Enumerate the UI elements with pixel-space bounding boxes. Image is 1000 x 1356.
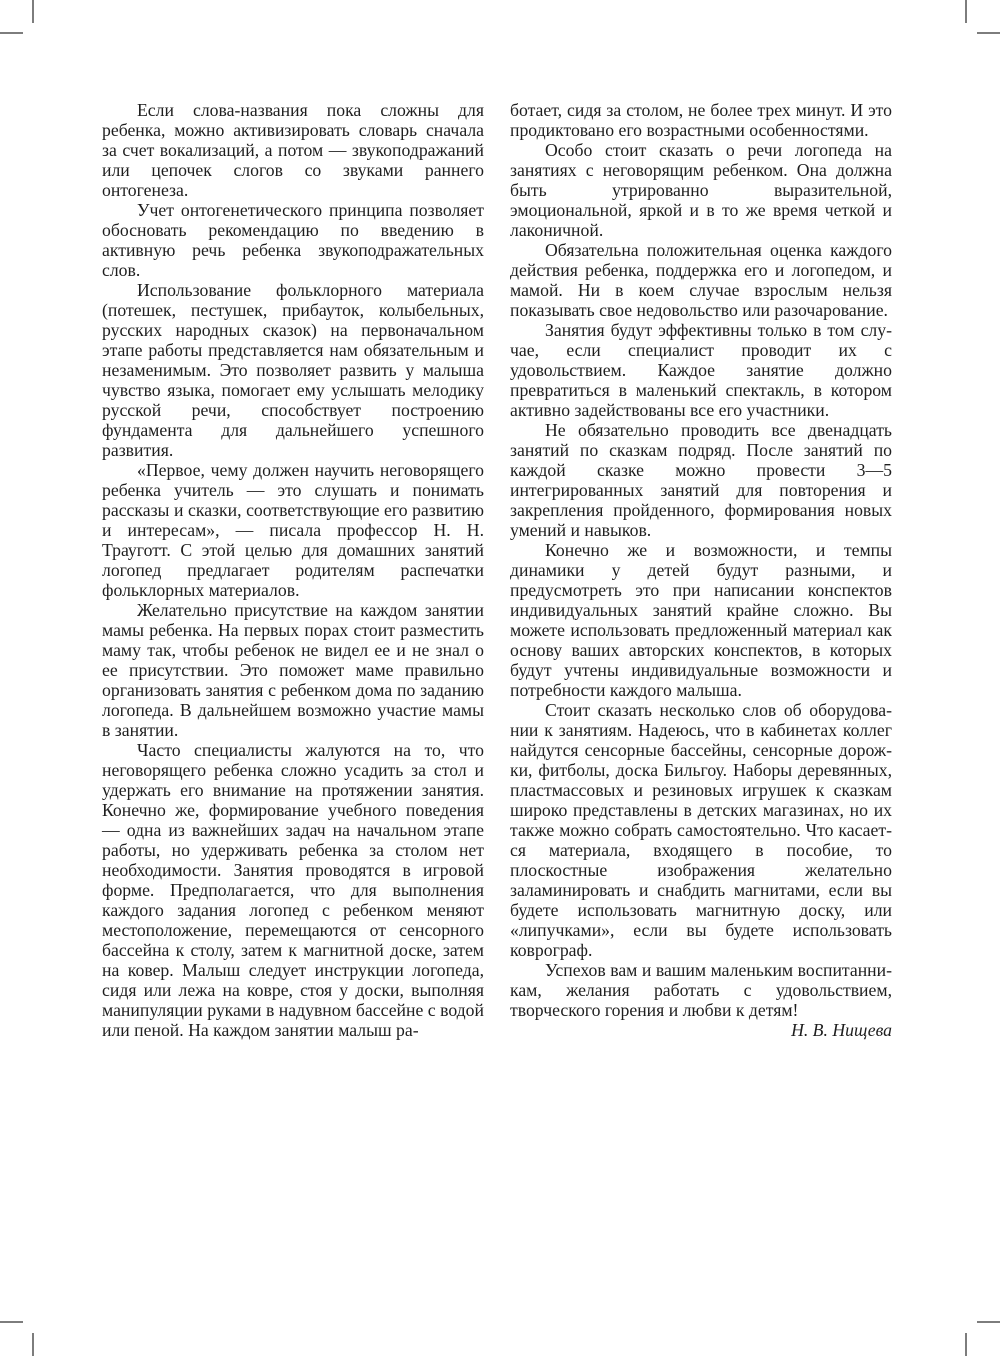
text-column-left: [102, 100, 484, 1040]
crop-mark-bottom-right-vertical: [965, 1333, 967, 1356]
paragraph: Занятия будут эффективны только в том случае, если специалист проводит их с удовольствием. Каждое занятие должно превратиться в маленький спектакль, в котором активно задействованы все его участники.: [510, 320, 892, 420]
text-column-right: [510, 100, 892, 1040]
paragraph: «Первое, чему должен научить неговорящего ребенка учитель — это слушать и понимать рассказы и сказки, соответствующие его развитию и интересам», — писала профессор Н. Н. Трауготт. С этой целью для домашних занятий логопед предлагает родителям распечатки фольклорных материалов.: [102, 460, 484, 600]
author-signature: Н. В. Нищева: [791, 1020, 892, 1040]
paragraph: Особо стоит сказать о речи логопеда на занятиях с неговорящим ребенком. Она должна быть утрированно выразительной, эмоциональной, яркой и в то же время четкой и лаконичной.: [510, 140, 892, 240]
crop-mark-top-right-horizontal: [977, 32, 1000, 34]
paragraph: Если слова-названия пока сложны для ребенка, можно активизировать словарь сначала за счет вокализаций, а потом — звукоподражаний или цепочек слогов со звуками раннего онтогенеза.: [102, 100, 484, 200]
paragraph: Часто специалисты жалуются на то, что неговорящего ребенка сложно усадить за стол и удержать его внимание на протяжении занятия. Конечно же, формирование учебного поведения — одна из важнейших задач на начальном этапе работы, но удерживать ребенка за столом нет необходимости. Занятия проводятся в игровой форме. Предполагается, что для выполнения каждого задания логопед с ребенком меняют местоположение, перемещаются от сенсорного бассейна к столу, затем к магнитной доске, затем на ковер. Малыш следует инструкции логопеда, сидя или лежа на ковре, стоя у доски, выполняя манипуляции руками в надувном бассейне с водой или пеной. На каждом занятии малыш ра-: [102, 740, 484, 1040]
paragraph: Использование фольклорного материала (потешек, пестушек, прибауток, колыбельных, русских народных сказок) на первоначальном этапе работы представляется нам обязательным и незаменимым. Это позволяет развить у малыша чувство языка, помогает ему услышать мелодику русской речи, способствует построению фундамента для дальнейшего успешного развития.: [102, 280, 484, 460]
crop-mark-bottom-left-vertical: [32, 1333, 34, 1356]
paragraph: Учет онтогенетического принципа позволяет обосновать рекомендацию по введению в активную речь ребенка звукоподражательных слов.: [102, 200, 484, 280]
paragraph: Стоит сказать несколько слов об оборудовании к занятиям. Надеюсь, что в кабинетах коллег найдутся сенсорные бассейны, сенсорные дорожки, фитболы, доска Бильгоу. Наборы деревянных, пластмассовых и резиновых игрушек к сказкам широко представлены в детских магазинах, но их также можно собрать самостоятельно. Что касается материала, входящего в пособие, то плоскостные изображения желательно заламинировать и снабдить магнитами, если вы будете использовать магнитную доску, или «липучками», если вы будете использовать коврограф.: [510, 700, 892, 960]
crop-mark-bottom-right-horizontal: [977, 1321, 1000, 1323]
page-text-block: [102, 100, 892, 1040]
paragraph-continuation: ботает, сидя за столом, не более трех минут. И это продиктовано его возрастными особенностями.: [510, 100, 892, 140]
paragraph: Не обязательно проводить все двенадцать занятий по сказкам подряд. После занятий по каждой сказке можно провести 3—5 интегрированных занятий для повторения и закрепления пройденного, формирования новых умений и навыков.: [510, 420, 892, 540]
paragraph: Обязательна положительная оценка каждого действия ребенка, поддержка его и логопедом, и мамой. Ни в коем случае взрослым нельзя показывать свое недовольство или разочарование.: [510, 240, 892, 320]
paragraph: Конечно же и возможности, и темпы динамики у детей будут разными, и предусмотреть это при написании конспектов индивидуальных занятий крайне сложно. Вы можете использовать предложенный материал как основу ваших авторских конспектов, в которых будут учтены индивидуальные возможности и потребности каждого малыша.: [510, 540, 892, 700]
crop-mark-top-left-vertical: [32, 0, 34, 23]
paragraph: Желательно присутствие на каждом занятии мамы ребенка. На первых порах стоит разместить маму так, чтобы ребенок не видел ее и не знал о ее присутствии. Это поможет маме правильно организовать занятия с ребенком дома по заданию логопеда. В дальнейшем возможно участие мамы в занятии.: [102, 600, 484, 740]
crop-mark-top-right-vertical: [965, 0, 967, 23]
crop-mark-top-left-horizontal: [0, 32, 23, 34]
crop-mark-bottom-left-horizontal: [0, 1321, 23, 1323]
paragraph: Успехов вам и вашим маленьким воспитанникам, желания работать с удовольствием, творческого горения и любви к детям!: [510, 960, 892, 1020]
